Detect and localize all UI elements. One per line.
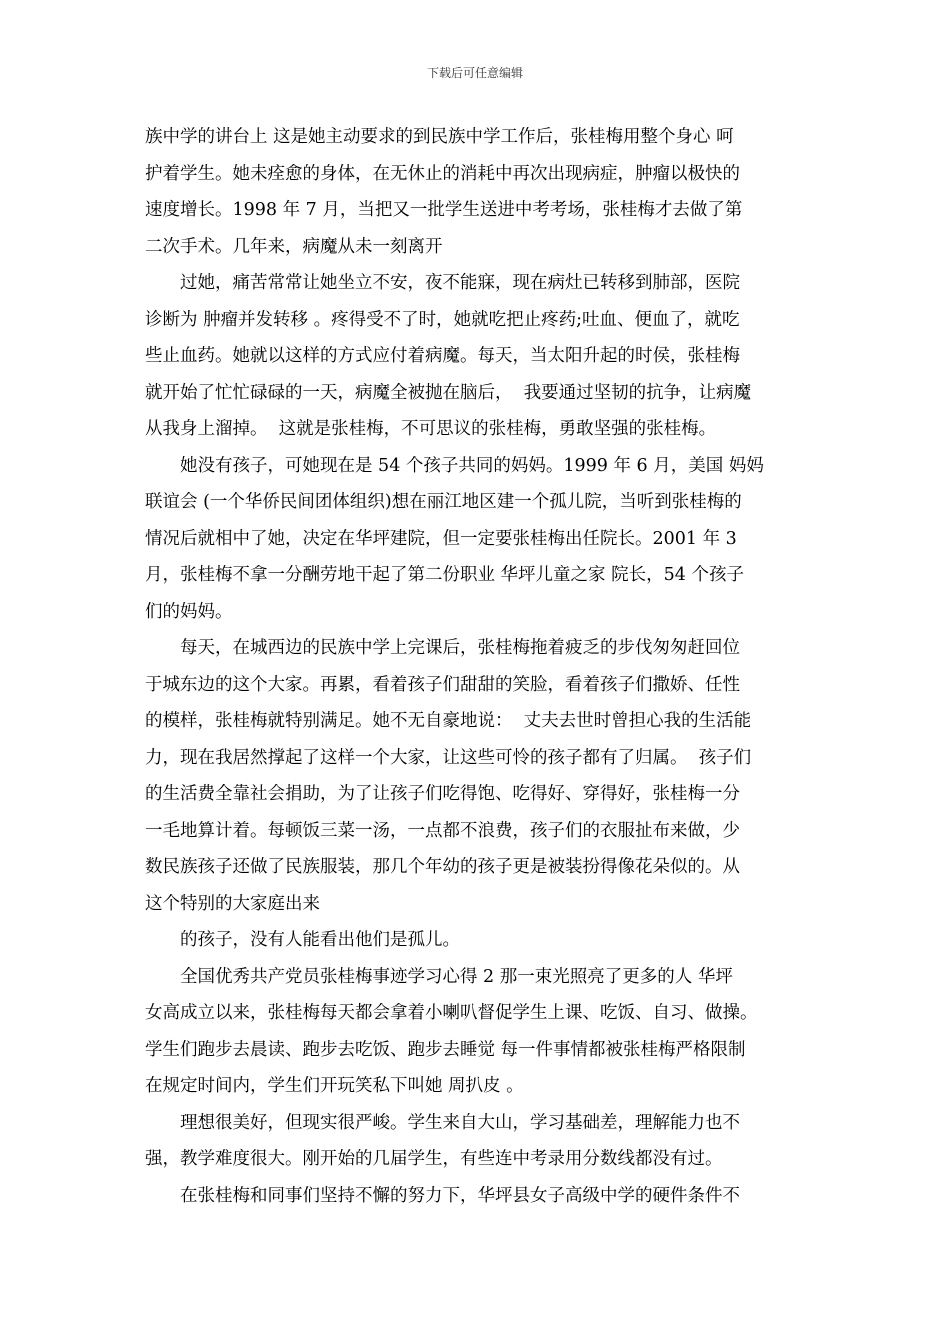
text-line: 这个特别的大家庭出来 (145, 893, 320, 914)
text-line: 理想很美好，但现实很严峻。学生来自大山，学习基础差，理解能力也不 (180, 1112, 740, 1133)
text-line: 于城东边的这个大家。再累，看着孩子们甜甜的笑脸，看着孩子们撒娇、任性 (145, 674, 740, 695)
text-line: 的生活费全靠社会捐助，为了让孩子们吃得饱、吃得好、穿得好，张桂梅一分 (145, 784, 740, 804)
text-line: 每天，在城西边的民族中学上完课后，张桂梅拖着疲乏的步伐匆匆赶回位 (180, 638, 740, 658)
text-line: 族中学的讲台上 这是她主动要求的到民族中学工作后，张桂梅用整个身心 呵 (145, 127, 734, 147)
text-line: 的模样，张桂梅就特别满足。她不无自豪地说： 丈夫去世时曾担心我的生活能 (145, 711, 752, 731)
text-line: 过她，痛苦常常让她坐立不安，夜不能寐，现在病灶已转移到肺部，医院 (180, 273, 740, 293)
text-line: 数民族孩子还做了民族服装，那几个年幼的孩子更是被装扮得像花朵似的。从 (145, 857, 740, 877)
text-line: 强，教学难度很大。刚开始的几届学生，有些连中考录用分数线都没有过。 (145, 1149, 723, 1169)
page-header: 下载后可任意编辑 (426, 66, 523, 80)
text-line: 护着学生。她未痊愈的身体，在无休止的消耗中再次出现病症，肿瘤以极快的 (145, 163, 740, 184)
text-line: 在规定时间内，学生们开玩笑私下叫她 周扒皮 。 (145, 1076, 524, 1096)
text-line: 一毛地算计着。每顿饭三菜一汤，一点都不浪费，孩子们的衣服扯布来做，少 (145, 820, 740, 841)
text-line: 月，张桂梅不拿一分酬劳地干起了第二份职业 华坪儿童之家 院长，54 个孩子 (145, 565, 744, 585)
text-line: 些止血药。她就以这样的方式应付着病魔。每天，当太阳升起的时侯，张桂梅 (145, 346, 740, 366)
text-line: 诊断为 肿瘤并发转移 。疼得受不了时，她就吃把止疼药;吐血、便血了，就吃 (145, 309, 740, 330)
text-line: 力，现在我居然撑起了这样一个大家，让这些可怜的孩子都有了归属。 孩子们 (145, 747, 752, 768)
text-line: 学生们跑步去晨读、跑步去吃饭、跑步去睡觉 每一件事情都被张桂梅严格限制 (145, 1039, 746, 1060)
text-line: 联谊会 (一个华侨民间团体组织)想在丽江地区建一个孤儿院，当听到张桂梅的 (145, 492, 742, 512)
text-line: 二次手术。几年来，病魔从未一刻离开 (145, 236, 443, 257)
text-line: 们的妈妈。 (145, 601, 233, 622)
text-line: 速度增长。1998 年 7 月，当把又一批学生送进中考考场，张桂梅才去做了第 (145, 200, 743, 220)
text-line: 从我身上溜掉。 这就是张桂梅，不可思议的张桂梅，勇敢坚强的张桂梅。 (145, 419, 717, 439)
text-line: 她没有孩子，可她现在是 54 个孩子共同的妈妈。1999 年 6 月，美国 妈妈 (180, 455, 764, 476)
text-line: 女高成立以来，张桂梅每天都会拿着小喇叭督促学生上课、吃饭、自习、做操。 (145, 1003, 758, 1023)
text-line: 的孩子，没有人能看出他们是孤儿。 (180, 930, 460, 950)
text-line: 全国优秀共产党员张桂梅事迹学习心得 2 那一束光照亮了更多的人 华坪 (180, 966, 733, 987)
text-line: 在张桂梅和同事们坚持不懈的努力下，华坪县女子高级中学的硬件条件不 (180, 1185, 740, 1206)
text-line: 情况后就相中了她，决定在华坪建院，但一定要张桂梅出任院长。2001 年 3 (145, 528, 737, 549)
body-text (145, 119, 815, 1214)
text-line: 就开始了忙忙碌碌的一天，病魔全被抛在脑后， 我要通过坚韧的抗争，让病魔 (145, 382, 752, 403)
